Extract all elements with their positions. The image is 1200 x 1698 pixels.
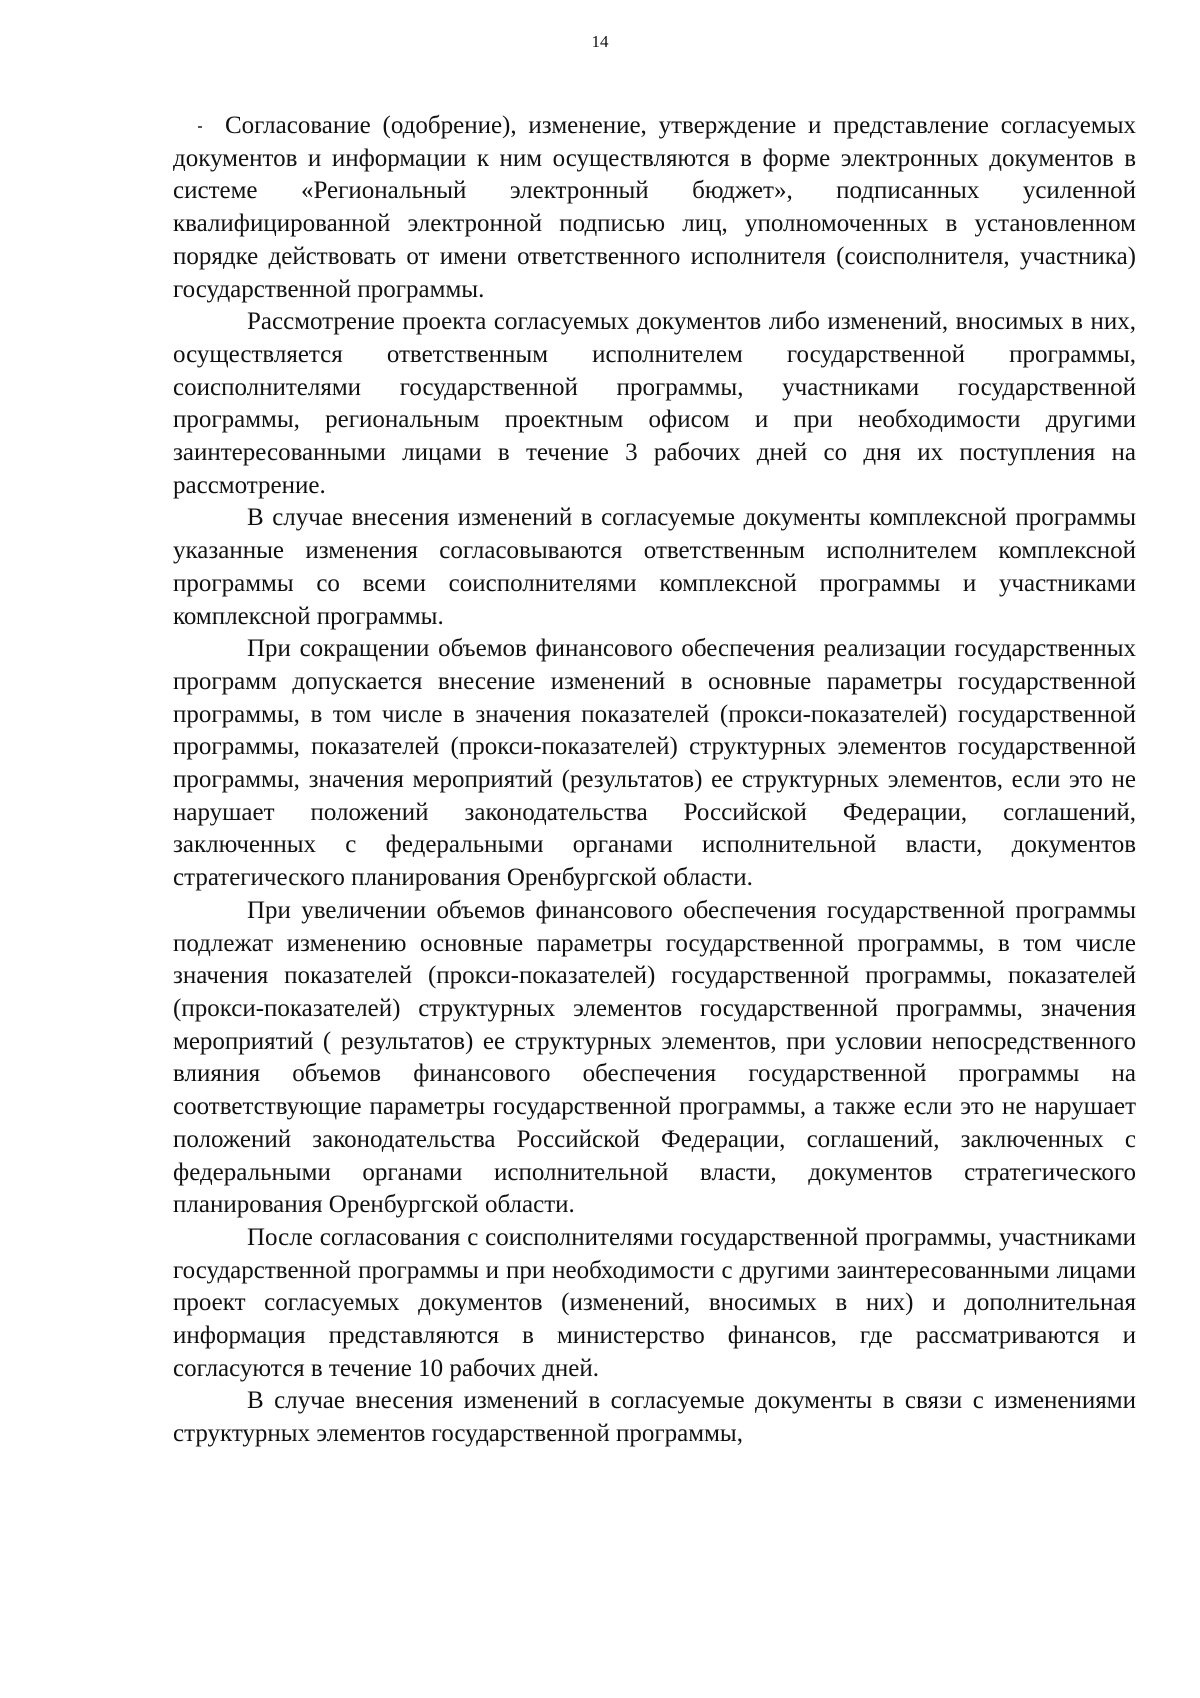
paragraph-complex-program-changes: В случае внесения изменений в согласуемые документы комплексной программы указанные изменения согласовываются ответственным исполнителем комплексной программы со всеми соисполнителями комплексной программы и участниками комплексной программы. (173, 504, 1136, 630)
paragraph-funding-reduction: При сокращении объемов финансового обеспечения реализации государственных программ допускается внесение изменений в основные параметры государственной программы, в том числе в значения показателей (прокси-показателей) государственной программы, показателей (прокси-показателей) структурных элементов государственной программы, значения мероприятий (результатов) ее структурных элементов, если это не нарушает положений законодательства Российской Федерации, соглашений, заключенных с федеральными органами исполнительной власти, документов стратегического планирования Оренбургской области. (173, 635, 1136, 892)
paragraph-approval-electronic: Согласование (одобрение), изменение, утверждение и представление согласуемых документов и информации к ним осуществляются в форме электронных документов в системе «Региональный электронный бюджет», подписанных усиленной квалифицированной электронной подписью лиц, уполномоченных в установленном порядке действовать от имени ответственного исполнителя (соисполнителя, участника) государственной программы. (173, 112, 1136, 303)
paragraph-submission-to-ministry: После согласования с соисполнителями государственной программы, участниками государственной программы и при необходимости с другими заинтересованными лицами проект согласуемых документов (изменений, вносимых в них) и дополнительная информация представляются в министерство финансов, где рассматриваются и согласуются в течение 10 рабочих дней. (173, 1223, 1136, 1382)
paragraph-funding-increase: При увеличении объемов финансового обеспечения государственной программы подлежат изменению основные параметры государственной программы, в том числе значения показателей (прокси-показателей) государственной программы, показателей (прокси-показателей) структурных элементов государственной программы, значения мероприятий ( результатов) ее структурных элементов, при условии непосредственного влияния объемов финансового обеспечения государственной программы на соответствующие параметры государственной программы, а также если это не нарушает положений законодательства Российской Федерации, соглашений, заключенных с федеральными органами исполнительной власти, документов стратегического планирования Оренбургской области. (173, 896, 1136, 1219)
page-number: 14 (591, 32, 609, 51)
paragraph-review-draft: Рассмотрение проекта согласуемых документов либо изменений, вносимых в них, осуществляется ответственным исполнителем государственной программы, соисполнителями государственной программы, участниками государственной программы, региональным проектным офисом и при необходимости другими заинтересованными лицами в течение 3 рабочих дней со дня их поступления на рассмотрение. (173, 308, 1136, 499)
paragraph-structural-changes: В случае внесения изменений в согласуемые документы в связи с изменениями структурных элементов государственной программы, (173, 1387, 1136, 1448)
document-body (173, 110, 1136, 1451)
